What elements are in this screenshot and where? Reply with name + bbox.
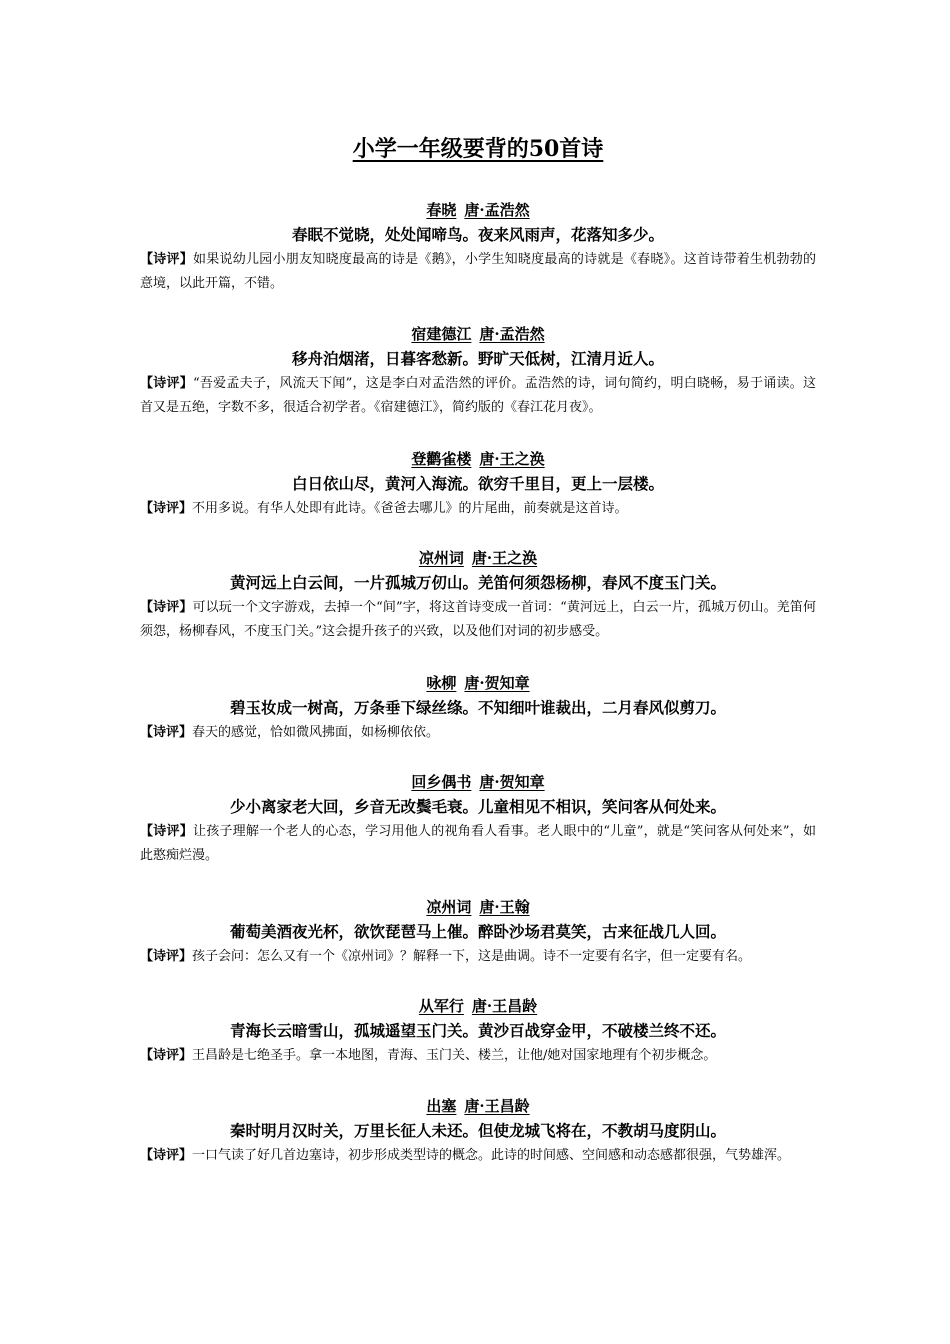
poem-title: 登鹳雀楼 xyxy=(411,450,472,468)
poem-text: 碧玉妆成一树高，万条垂下绿丝绦。不知细叶谁裁出，二月春风似剪刀。 xyxy=(229,698,726,717)
poem-text: 葡萄美酒夜光杯，欲饮琵琶马上催。醉卧沙场君莫笑，古来征战几人回。 xyxy=(229,922,726,941)
poem-author: 唐·王之涣 xyxy=(479,450,545,468)
poem-text: 白日依山尽，黄河入海流。欲穷千里目，更上一层楼。 xyxy=(291,474,664,493)
poem-title: 出塞 xyxy=(426,1097,457,1115)
poem-text: 黄河远上白云间，一片孤城万仞山。羌笛何须怨杨柳，春风不度玉门关。 xyxy=(229,573,726,592)
poem-author: 唐·王之涣 xyxy=(471,549,538,567)
poem-entry xyxy=(140,996,816,1068)
comment-text: 可以玩一个文字游戏，去掉一个“间”字，将这首诗变成一首词：“黄河远上，白云一片，孤城万仞山。羌笛何须怨，杨柳春风，不度玉门关。”这会提升孩子的兴致，以及他们对词的初步感受。 xyxy=(140,600,816,639)
poem-text: 春眠不觉晓，处处闻啼鸟。夜来风雨声，花落知多少。 xyxy=(291,225,664,244)
poem-comment xyxy=(140,596,816,644)
poem-comment xyxy=(140,820,816,868)
poem-entry xyxy=(140,548,816,644)
poem-text: 移舟泊烟渚，日暮客愁新。野旷天低树，江清月近人。 xyxy=(291,349,664,368)
poem-author: 唐·王昌龄 xyxy=(464,1097,530,1115)
poem-comment xyxy=(140,1144,816,1168)
poem-comment xyxy=(140,372,816,420)
poem-author: 唐·王昌龄 xyxy=(471,997,538,1015)
poem-author: 唐·贺知章 xyxy=(479,773,545,791)
poem-text: 少小离家老大回，乡音无改鬓毛衰。儿童相见不相识，笑问客从何处来。 xyxy=(229,797,726,816)
poem-title: 咏柳 xyxy=(426,674,457,692)
comment-text: 王昌龄是七绝圣手。拿一本地图，青海、玉门关、楼兰，让他/她对国家地理有个初步概念。 xyxy=(192,1048,717,1063)
poem-comment xyxy=(140,721,816,745)
poem-heading xyxy=(140,996,816,1016)
poem-title: 春晓 xyxy=(426,201,457,219)
poem-title: 宿建德江 xyxy=(411,325,472,343)
poem-title: 凉州词 xyxy=(418,549,464,567)
poem-author: 唐·孟浩然 xyxy=(464,201,530,219)
comment-tag: 【诗评】 xyxy=(140,949,193,964)
comment-text: “吾爱孟夫子，风流天下闻”，这是李白对孟浩然的评价。孟浩然的诗，词句简约，明白晓畅，易于诵读。这首又是五绝，字数不多，很适合初学者。《宿建德江》，简约版的《春江花月夜》。 xyxy=(140,376,816,415)
poem-text: 秦时明月汉时关，万里长征人未还。但使龙城飞将在，不教胡马度阴山。 xyxy=(229,1121,726,1140)
poem-title: 回乡偶书 xyxy=(411,773,472,791)
poem-entry xyxy=(140,324,816,420)
comment-tag: 【诗评】 xyxy=(140,600,193,615)
poem-heading xyxy=(140,673,816,693)
poem-author: 唐·孟浩然 xyxy=(479,325,545,343)
poem-comment xyxy=(140,1044,816,1068)
poem-heading xyxy=(140,897,816,917)
comment-tag: 【诗评】 xyxy=(140,376,193,391)
comment-text: 孩子会问：怎么又有一个《凉州词》？解释一下，这是曲调。诗不一定要有名字，但一定要有名。 xyxy=(192,949,752,964)
comment-tag: 【诗评】 xyxy=(140,501,193,516)
poem-title: 凉州词 xyxy=(426,898,472,916)
poem-text: 青海长云暗雪山，孤城遥望玉门关。黄沙百战穿金甲，不破楼兰终不还。 xyxy=(229,1021,726,1040)
comment-text: 不用多说。有华人处即有此诗。《爸爸去哪儿》的片尾曲，前奏就是这首诗。 xyxy=(192,501,628,516)
poem-entry xyxy=(140,897,816,969)
comment-text: 如果说幼儿园小朋友知晓度最高的诗是《鹅》，小学生知晓度最高的诗就是《春晓》。这首诗带着生机勃勃的意境，以此开篇，不错。 xyxy=(140,252,816,291)
poem-heading xyxy=(140,772,816,792)
poem-entry xyxy=(140,449,816,521)
poem-author: 唐·王翰 xyxy=(479,898,530,916)
poem-entry xyxy=(140,673,816,745)
comment-tag: 【诗评】 xyxy=(140,725,193,740)
poem-comment xyxy=(140,945,816,969)
comment-text: 春天的感觉，恰如微风拂面，如杨柳依依。 xyxy=(192,725,440,740)
poem-author: 唐·贺知章 xyxy=(464,674,530,692)
poem-heading xyxy=(140,200,816,220)
poem-title: 从军行 xyxy=(418,997,464,1015)
poem-heading xyxy=(140,548,816,568)
document-title: 小学一年级要背的50首诗 xyxy=(352,136,604,162)
comment-tag: 【诗评】 xyxy=(140,1148,193,1163)
poem-comment xyxy=(140,248,816,296)
poem-entry xyxy=(140,772,816,868)
comment-tag: 【诗评】 xyxy=(140,824,193,839)
poem-entry xyxy=(140,200,816,296)
poem-heading xyxy=(140,324,816,344)
poem-comment xyxy=(140,497,816,521)
comment-tag: 【诗评】 xyxy=(140,1048,193,1063)
poem-heading xyxy=(140,449,816,469)
poem-entry xyxy=(140,1096,816,1168)
comment-tag: 【诗评】 xyxy=(140,252,194,267)
poem-heading xyxy=(140,1096,816,1116)
comment-text: 让孩子理解一个老人的心态，学习用他人的视角看人看事。老人眼中的“儿童”，就是“笑问客从何处来”，如此憨痴烂漫。 xyxy=(140,824,816,863)
comment-text: 一口气读了好几首边塞诗，初步形成类型诗的概念。此诗的时间感、空间感和动态感都很强，气势雄浑。 xyxy=(192,1148,791,1163)
